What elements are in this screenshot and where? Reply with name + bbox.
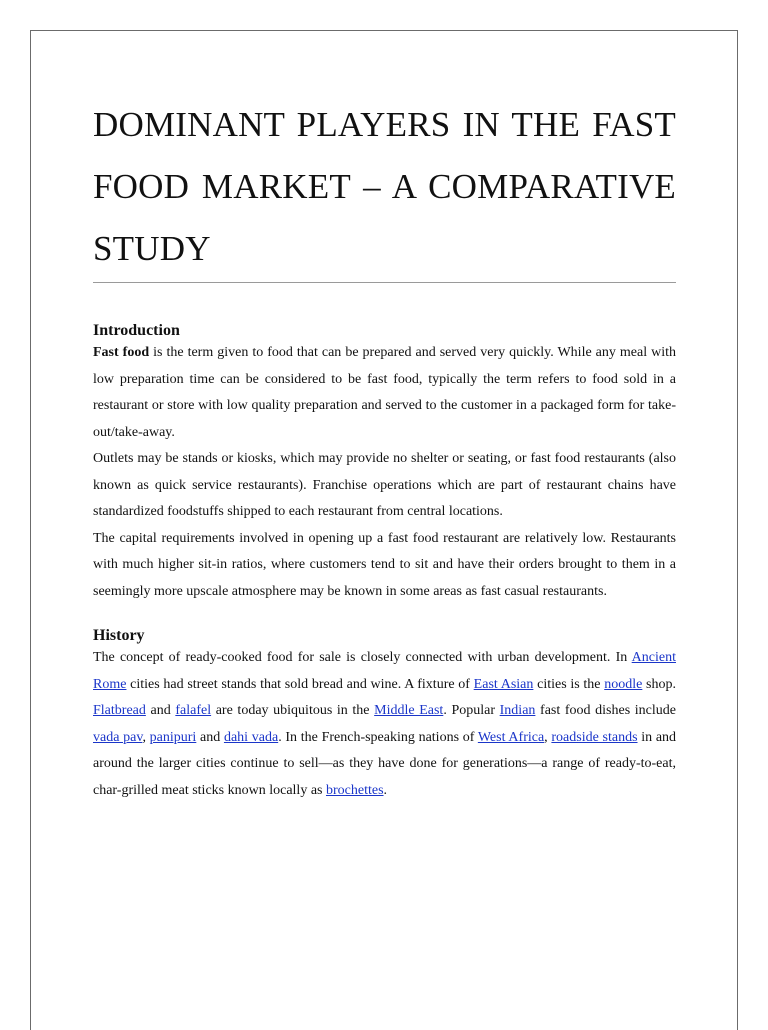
page-content [93,94,676,804]
intro-paragraph-2: Outlets may be stands or kiosks, which may provide no shelter or seating, or fast food restaurants (also known as quick service restaurants). Franchise operations which are part of restaurant chains have standardized foodstuffs shipped to each restaurant from central locations. [93,451,676,519]
link-vada-pav[interactable]: vada pav [93,729,143,745]
introduction-heading: Introduction [93,322,180,339]
intro-paragraph-1 [93,340,676,446]
link-west-africa[interactable]: West Africa [477,729,545,745]
link-flatbread[interactable]: Flatbread [93,703,146,718]
history-text-10: and [196,729,224,745]
document-title: DOMINANT PLAYERS IN THE FAST FOOD MARKET – A COMPARATIVE STUDY [93,94,676,283]
history-text-7: . Popular [443,703,500,718]
document-page [30,30,738,1030]
history-text-12: , [544,729,552,745]
link-noodle[interactable]: noodle [604,676,643,692]
history-heading: History [93,627,145,644]
history-text-11: . In the French-speaking nations of [278,729,478,745]
history-text-3: cities is the [533,676,605,692]
link-east-asian[interactable]: East Asian [473,676,534,692]
history-text-5: and [145,703,176,718]
link-ancient-rome[interactable]: Ancient Rome [93,650,676,692]
history-text-9: , [142,729,150,745]
history-text-14: . [383,782,388,798]
link-panipuri[interactable]: panipuri [149,729,197,745]
history-text-4: shop. [642,676,677,692]
intro-paragraph-3: The capital requirements involved in opening up a fast food restaurant are relatively low. Restaurants with much higher sit-in ratios, where customers tend to sit and have their orders brought to them in a seemingly more upscale atmosphere may be known in some areas as fast casual restaurants. [93,530,676,599]
history-text-6: are today ubiquitous in the [211,703,375,718]
link-roadside-stands[interactable]: roadside stands [551,729,638,745]
link-dahi-vada[interactable]: dahi vada [223,729,279,745]
link-indian[interactable]: Indian [499,703,536,718]
link-middle-east[interactable]: Middle East [374,703,444,718]
fast-food-bold-term: Fast food [93,345,150,360]
history-paragraph [93,645,676,804]
link-falafel[interactable]: falafel [175,703,212,718]
intro-paragraph-1-text: is the term given to food that can be prepared and served very quickly. While any meal with low preparation time can be considered to be fast food, typically the term refers to food sold in a restaurant or store with low quality preparation and served to the customer in a packaged form for take-out/take-away. [93,345,676,440]
link-brochettes[interactable]: brochettes [325,782,384,798]
history-text-2: cities had street stands that sold bread and wine. A fixture of [126,676,474,692]
history-text-8: fast food dishes include [535,703,676,718]
history-text-1: The concept of ready-cooked food for sale is closely connected with urban development. In [93,650,632,665]
history-text-13: in and around the larger cities continue to sell—as they have done for generations—a range of ready-to-eat, char-grilled meat sticks known locally as [93,729,677,798]
